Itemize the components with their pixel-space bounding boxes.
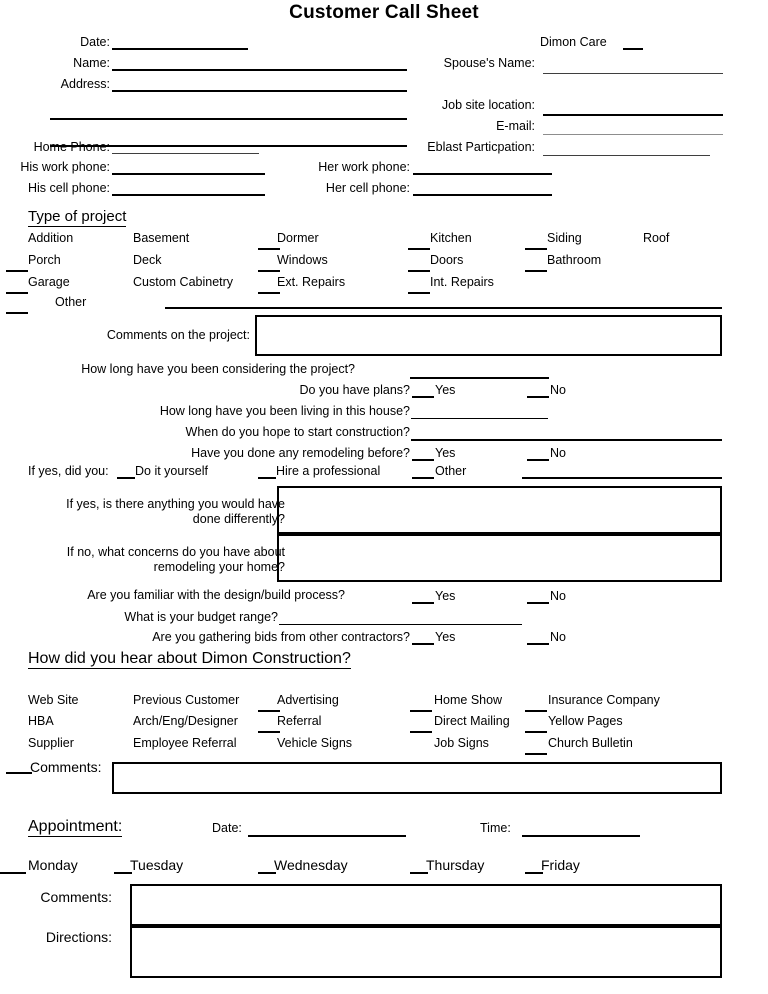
appointment-day-thursday[interactable]: Thursday (426, 857, 485, 873)
budget-range-label: What is your budget range? (124, 610, 278, 624)
hire-a-professional-checkbox[interactable] (258, 477, 276, 479)
home-phone-label: Home Phone: (33, 140, 110, 154)
her-cell-phone-label: Her cell phone: (325, 181, 410, 195)
familiar-design-build-no-checkbox[interactable] (527, 602, 549, 604)
concerns-box[interactable] (277, 534, 722, 582)
project-option-custom-cabinetry[interactable]: Custom Cabinetry (133, 275, 234, 289)
her-cell-phone-input[interactable] (413, 194, 552, 196)
project-option-basement[interactable]: Basement (133, 231, 190, 245)
referral-checkbox-web-site[interactable] (6, 772, 32, 774)
remodeled-before-yes-checkbox[interactable] (412, 459, 434, 461)
do-you-have-plans-no-checkbox[interactable] (527, 396, 549, 398)
familiar-design-build-yes-checkbox[interactable] (412, 602, 434, 604)
her-work-phone-input[interactable] (413, 173, 552, 175)
when-start-input[interactable] (411, 439, 722, 441)
project-checkbox-garage[interactable] (6, 292, 28, 294)
project-option-ext-repairs[interactable]: Ext. Repairs (277, 275, 346, 289)
project-option-garage[interactable]: Garage (28, 275, 70, 289)
project-option-porch[interactable]: Porch (28, 253, 61, 267)
referral-heading: How did you hear about Dimon Construction? (28, 650, 351, 667)
how-long-living-label: How long have you been living in this house? (159, 404, 410, 418)
date-input[interactable] (112, 48, 248, 50)
gathering-bids-label: Are you gathering bids from other contractors? (152, 630, 410, 644)
appointment-comments-label: Comments: (40, 889, 112, 905)
dimon-care-label: Dimon Care (540, 35, 607, 49)
referral-comments-box[interactable] (112, 762, 722, 794)
referral-option-vehicle-signs[interactable]: Vehicle Signs (277, 736, 353, 750)
do-it-yourself-label[interactable]: Do it yourself (135, 464, 208, 478)
hire-a-professional-label[interactable]: Hire a professional (276, 464, 381, 478)
remodeled-before-no-checkbox[interactable] (527, 459, 549, 461)
familiar-design-build-label: Are you familiar with the design/build process? (87, 588, 345, 602)
appointment-day-tuesday[interactable]: Tuesday (130, 857, 184, 873)
concerns-label-line2: remodeling your home? (153, 560, 285, 574)
do-it-yourself-checkbox[interactable] (117, 477, 135, 479)
appointment-date-label: Date: (212, 821, 242, 835)
appointment-day-monday[interactable]: Monday (28, 857, 78, 873)
job-site-location-label: Job site location: (441, 98, 535, 112)
project-checkbox-other[interactable] (6, 312, 28, 314)
appointment-day-friday[interactable]: Friday (541, 857, 580, 873)
date-label: Date: (80, 35, 110, 49)
gathering-bids-no-label: No (550, 630, 566, 644)
project-comments-label: Comments on the project: (106, 328, 250, 342)
project-checkbox-dormer[interactable] (258, 248, 280, 250)
project-option-dormer[interactable]: Dormer (277, 231, 319, 245)
home-phone-input[interactable] (112, 153, 259, 154)
appointment-checkbox-monday[interactable] (0, 872, 26, 874)
eblast-participation-label: Eblast Particpation: (427, 140, 535, 154)
referral-option-referral[interactable]: Referral (277, 714, 322, 728)
name-label: Name: (73, 56, 110, 70)
project-option-doors[interactable]: Doors (430, 253, 464, 267)
if-yes-did-you-label: If yes, did you: (28, 464, 109, 478)
referral-checkbox-insurance-company[interactable] (525, 710, 547, 712)
dimon-care-checkbox[interactable] (623, 48, 643, 50)
referral-option-previous-customer[interactable]: Previous Customer (133, 693, 240, 707)
referral-option-hba[interactable]: HBA (28, 714, 54, 728)
her-work-phone-label: Her work phone: (318, 160, 410, 174)
project-checkbox-ext-repairs[interactable] (258, 292, 280, 294)
referral-option-web-site[interactable]: Web Site (28, 693, 79, 707)
referral-option-insurance-company[interactable]: Insurance Company (548, 693, 660, 707)
project-checkbox-siding[interactable] (525, 248, 547, 250)
email-input[interactable] (543, 134, 723, 135)
address-input[interactable] (112, 90, 407, 92)
gathering-bids-yes-checkbox[interactable] (412, 643, 434, 645)
project-checkbox-int-repairs[interactable] (408, 292, 430, 294)
referral-checkbox-home-show[interactable] (410, 710, 432, 712)
referral-option-supplier[interactable]: Supplier (28, 736, 74, 750)
project-checkbox-bathroom[interactable] (525, 270, 547, 272)
project-checkbox-kitchen[interactable] (408, 248, 430, 250)
did-you-other-input[interactable] (522, 477, 722, 479)
referral-checkbox-referral[interactable] (258, 731, 280, 733)
anything-differently-label-line1: If yes, is there anything you would have (66, 497, 285, 511)
project-option-deck[interactable]: Deck (133, 253, 162, 267)
remodeled-before-no-label: No (550, 446, 566, 460)
spouse-name-input[interactable] (543, 73, 723, 74)
did-you-other-checkbox[interactable] (412, 477, 434, 479)
referral-option-advertising[interactable]: Advertising (277, 693, 339, 707)
referral-checkbox-church-bulletin[interactable] (525, 753, 547, 755)
familiar-design-build-yes-label: Yes (435, 589, 456, 603)
when-start-label: When do you hope to start construction? (185, 425, 410, 439)
address-label: Address: (60, 77, 110, 91)
project-option-bathroom[interactable]: Bathroom (547, 253, 602, 267)
referral-option-direct-mailing[interactable]: Direct Mailing (434, 714, 510, 728)
appointment-time-input[interactable] (522, 835, 640, 837)
project-option-other[interactable]: Other (55, 295, 87, 309)
project-option-roof[interactable]: Roof (643, 231, 670, 245)
project-checkbox-porch[interactable] (6, 270, 28, 272)
job-site-location-input[interactable] (543, 114, 723, 116)
type-of-project-heading: Type of project (28, 208, 127, 225)
email-label: E-mail: (496, 119, 535, 133)
his-work-phone-label: His work phone: (20, 160, 110, 174)
referral-option-church-bulletin[interactable]: Church Bulletin (548, 736, 633, 750)
concerns-label-line1: If no, what concerns do you have about (66, 545, 285, 559)
appointment-directions-box[interactable] (130, 926, 722, 978)
appointment-date-input[interactable] (248, 835, 406, 837)
project-checkbox-windows[interactable] (258, 270, 280, 272)
anything-differently-box[interactable] (277, 486, 722, 534)
did-you-other-label[interactable]: Other (435, 464, 467, 478)
project-comments-box[interactable] (255, 315, 722, 356)
appointment-day-wednesday[interactable]: Wednesday (274, 857, 348, 873)
appointment-comments-box[interactable] (130, 884, 722, 926)
project-other-input[interactable] (165, 307, 722, 309)
do-you-have-plans-no-label: No (550, 383, 566, 397)
project-option-int-repairs[interactable]: Int. Repairs (430, 275, 494, 289)
do-you-have-plans-yes-checkbox[interactable] (412, 396, 434, 398)
referral-option-yellow-pages[interactable]: Yellow Pages (548, 714, 623, 728)
project-option-siding[interactable]: Siding (547, 231, 582, 245)
anything-differently-label-line2: done differently? (192, 512, 285, 526)
referral-option-home-show[interactable]: Home Show (434, 693, 503, 707)
appointment-heading: Appointment: (28, 818, 123, 835)
gathering-bids-no-checkbox[interactable] (527, 643, 549, 645)
how-long-considering-input[interactable] (410, 377, 549, 379)
remodeled-before-label: Have you done any remodeling before? (191, 446, 410, 460)
project-option-kitchen[interactable]: Kitchen (430, 231, 472, 245)
eblast-participation-input[interactable] (543, 155, 710, 156)
his-cell-phone-label: His cell phone: (28, 181, 110, 195)
how-long-living-input[interactable] (411, 418, 548, 419)
budget-range-input[interactable] (279, 624, 522, 625)
referral-option-job-signs[interactable]: Job Signs (434, 736, 489, 750)
do-you-have-plans-label: Do you have plans? (299, 383, 410, 397)
page-title: Customer Call Sheet (289, 2, 479, 23)
referral-option-employee-referral[interactable]: Employee Referral (133, 736, 237, 750)
project-option-windows[interactable]: Windows (277, 253, 328, 267)
familiar-design-build-no-label: No (550, 589, 566, 603)
referral-checkbox-advertising[interactable] (258, 710, 280, 712)
name-input[interactable] (112, 69, 407, 71)
gathering-bids-yes-label: Yes (435, 630, 456, 644)
referral-comments-label: Comments: (30, 759, 102, 775)
project-option-addition[interactable]: Addition (28, 231, 74, 245)
referral-option-arch-eng-designer[interactable]: Arch/Eng/Designer (133, 714, 238, 728)
project-checkbox-doors[interactable] (408, 270, 430, 272)
remodeled-before-yes-label: Yes (435, 446, 456, 460)
how-long-considering-label: How long have you been considering the project? (81, 362, 355, 376)
do-you-have-plans-yes-label: Yes (435, 383, 456, 397)
appointment-time-label: Time: (480, 821, 511, 835)
appointment-directions-label: Directions: (45, 929, 112, 945)
address-line2-input[interactable] (50, 118, 407, 120)
referral-checkbox-direct-mailing[interactable] (410, 731, 432, 733)
referral-checkbox-yellow-pages[interactable] (525, 731, 547, 733)
spouse-name-label: Spouse's Name: (443, 56, 535, 70)
